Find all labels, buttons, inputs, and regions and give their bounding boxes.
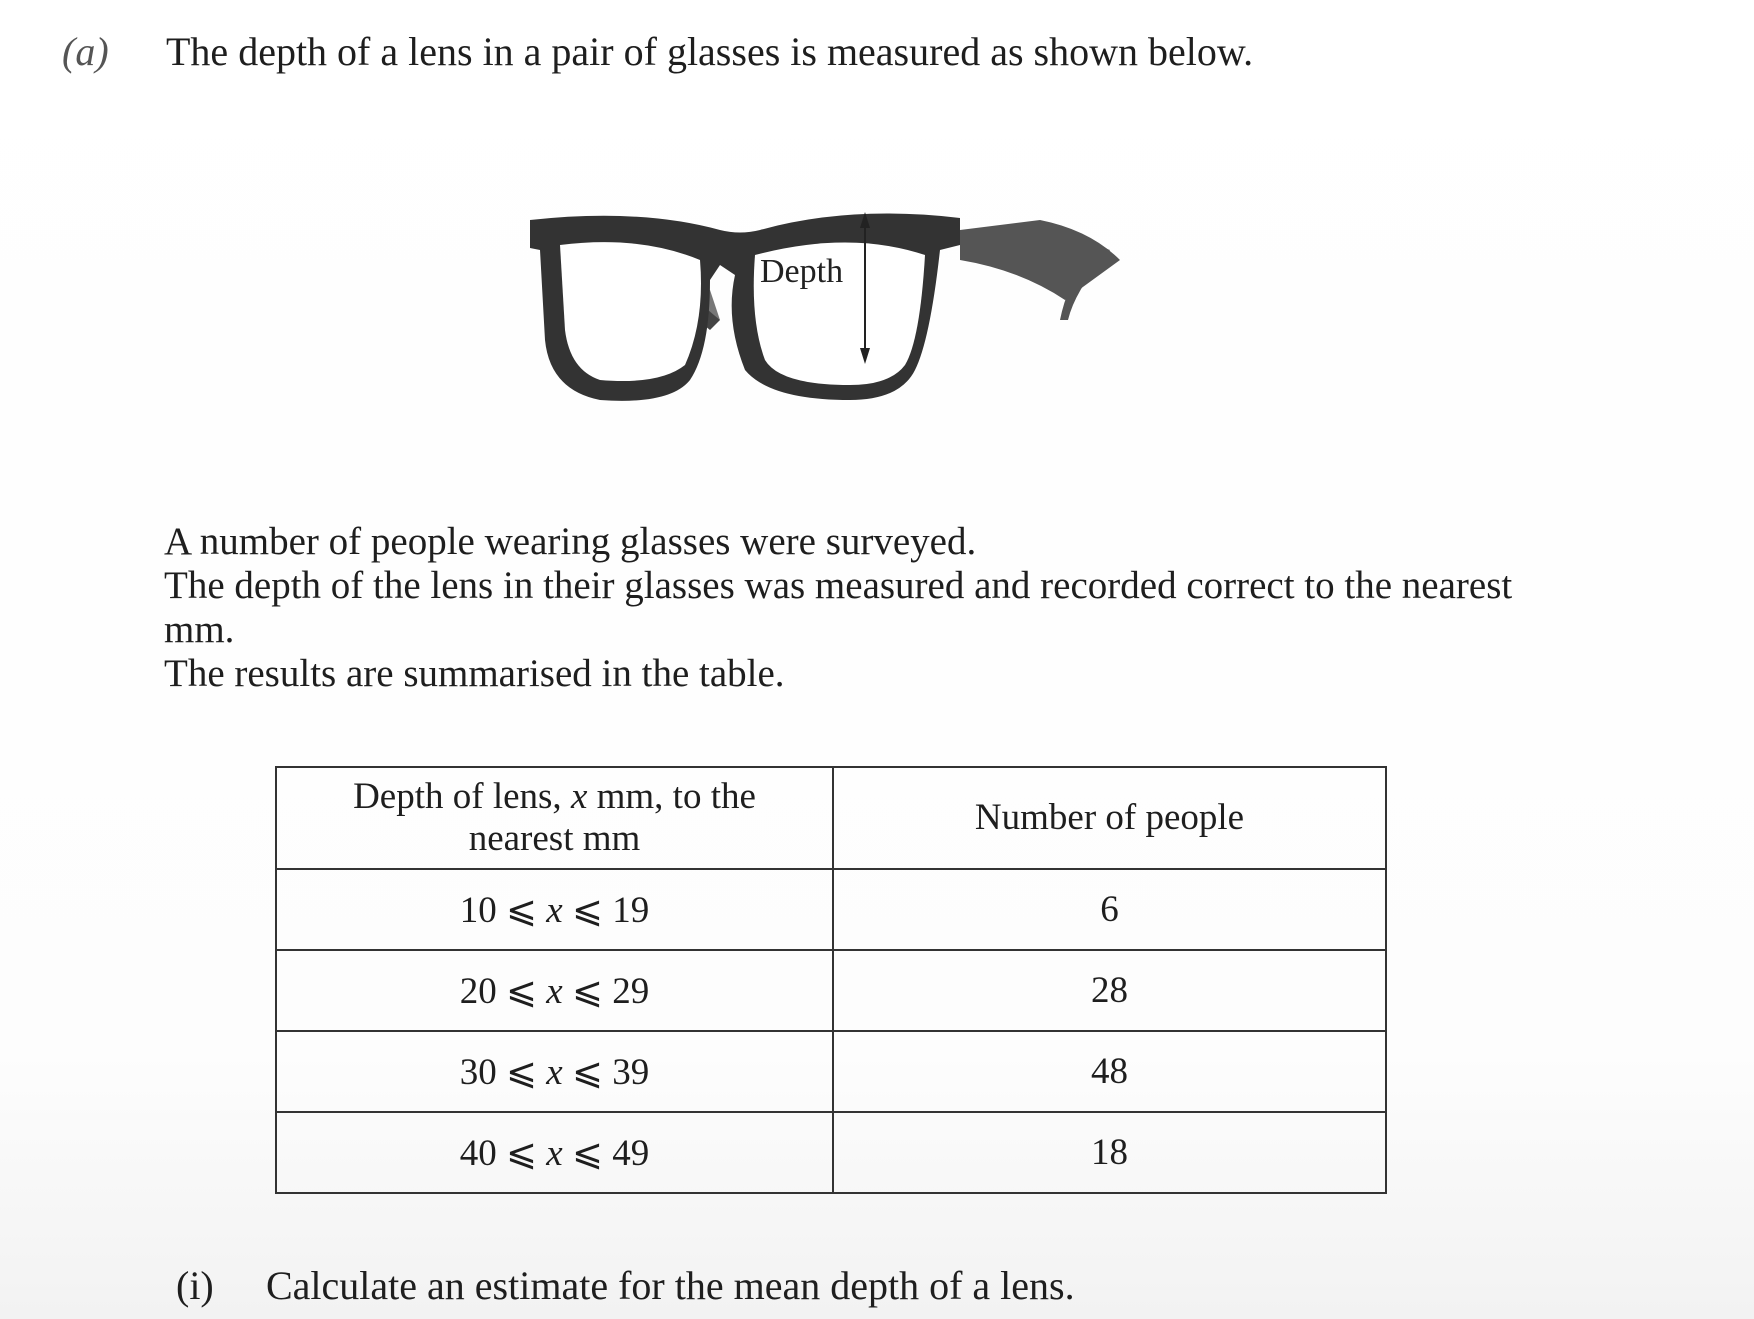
table-row	[276, 869, 1386, 950]
header-text: Depth of lens,	[353, 776, 571, 817]
people-count: 6	[833, 869, 1386, 950]
header-count: Number of people	[833, 767, 1386, 869]
people-count: 28	[833, 950, 1386, 1031]
paragraph-line: mm.	[164, 608, 235, 651]
depth-interval: 10 ⩽ x ⩽ 19	[276, 869, 833, 950]
header-text: mm, to the	[587, 776, 756, 817]
paragraph-line: The results are summarised in the table.	[164, 652, 785, 695]
frequency-table	[275, 766, 1387, 1194]
subpart-question: Calculate an estimate for the mean depth of a lens.	[266, 1263, 1075, 1308]
table-row	[276, 1112, 1386, 1193]
table-row	[276, 1031, 1386, 1112]
part-label: (a)	[62, 29, 109, 74]
people-count: 18	[833, 1112, 1386, 1193]
table-header-row	[276, 767, 1386, 869]
intro-text: The depth of a lens in a pair of glasses is measured as shown below.	[166, 29, 1254, 74]
people-count: 48	[833, 1031, 1386, 1112]
depth-interval: 20 ⩽ x ⩽ 29	[276, 950, 833, 1031]
survey-paragraph	[164, 520, 1724, 696]
header-depth	[276, 767, 833, 869]
depth-interval: 30 ⩽ x ⩽ 39	[276, 1031, 833, 1112]
header-var: x	[570, 776, 588, 817]
paragraph-line: The depth of the lens in their glasses was measured and recorded correct to the nearest	[164, 564, 1513, 607]
depth-label: Depth	[760, 253, 844, 290]
subpart-label: (i)	[176, 1263, 214, 1308]
header-text: nearest mm	[468, 818, 641, 859]
depth-interval: 40 ⩽ x ⩽ 49	[276, 1112, 833, 1193]
glasses-figure	[520, 200, 1220, 430]
table-row	[276, 950, 1386, 1031]
paragraph-line: A number of people wearing glasses were surveyed.	[164, 520, 977, 563]
